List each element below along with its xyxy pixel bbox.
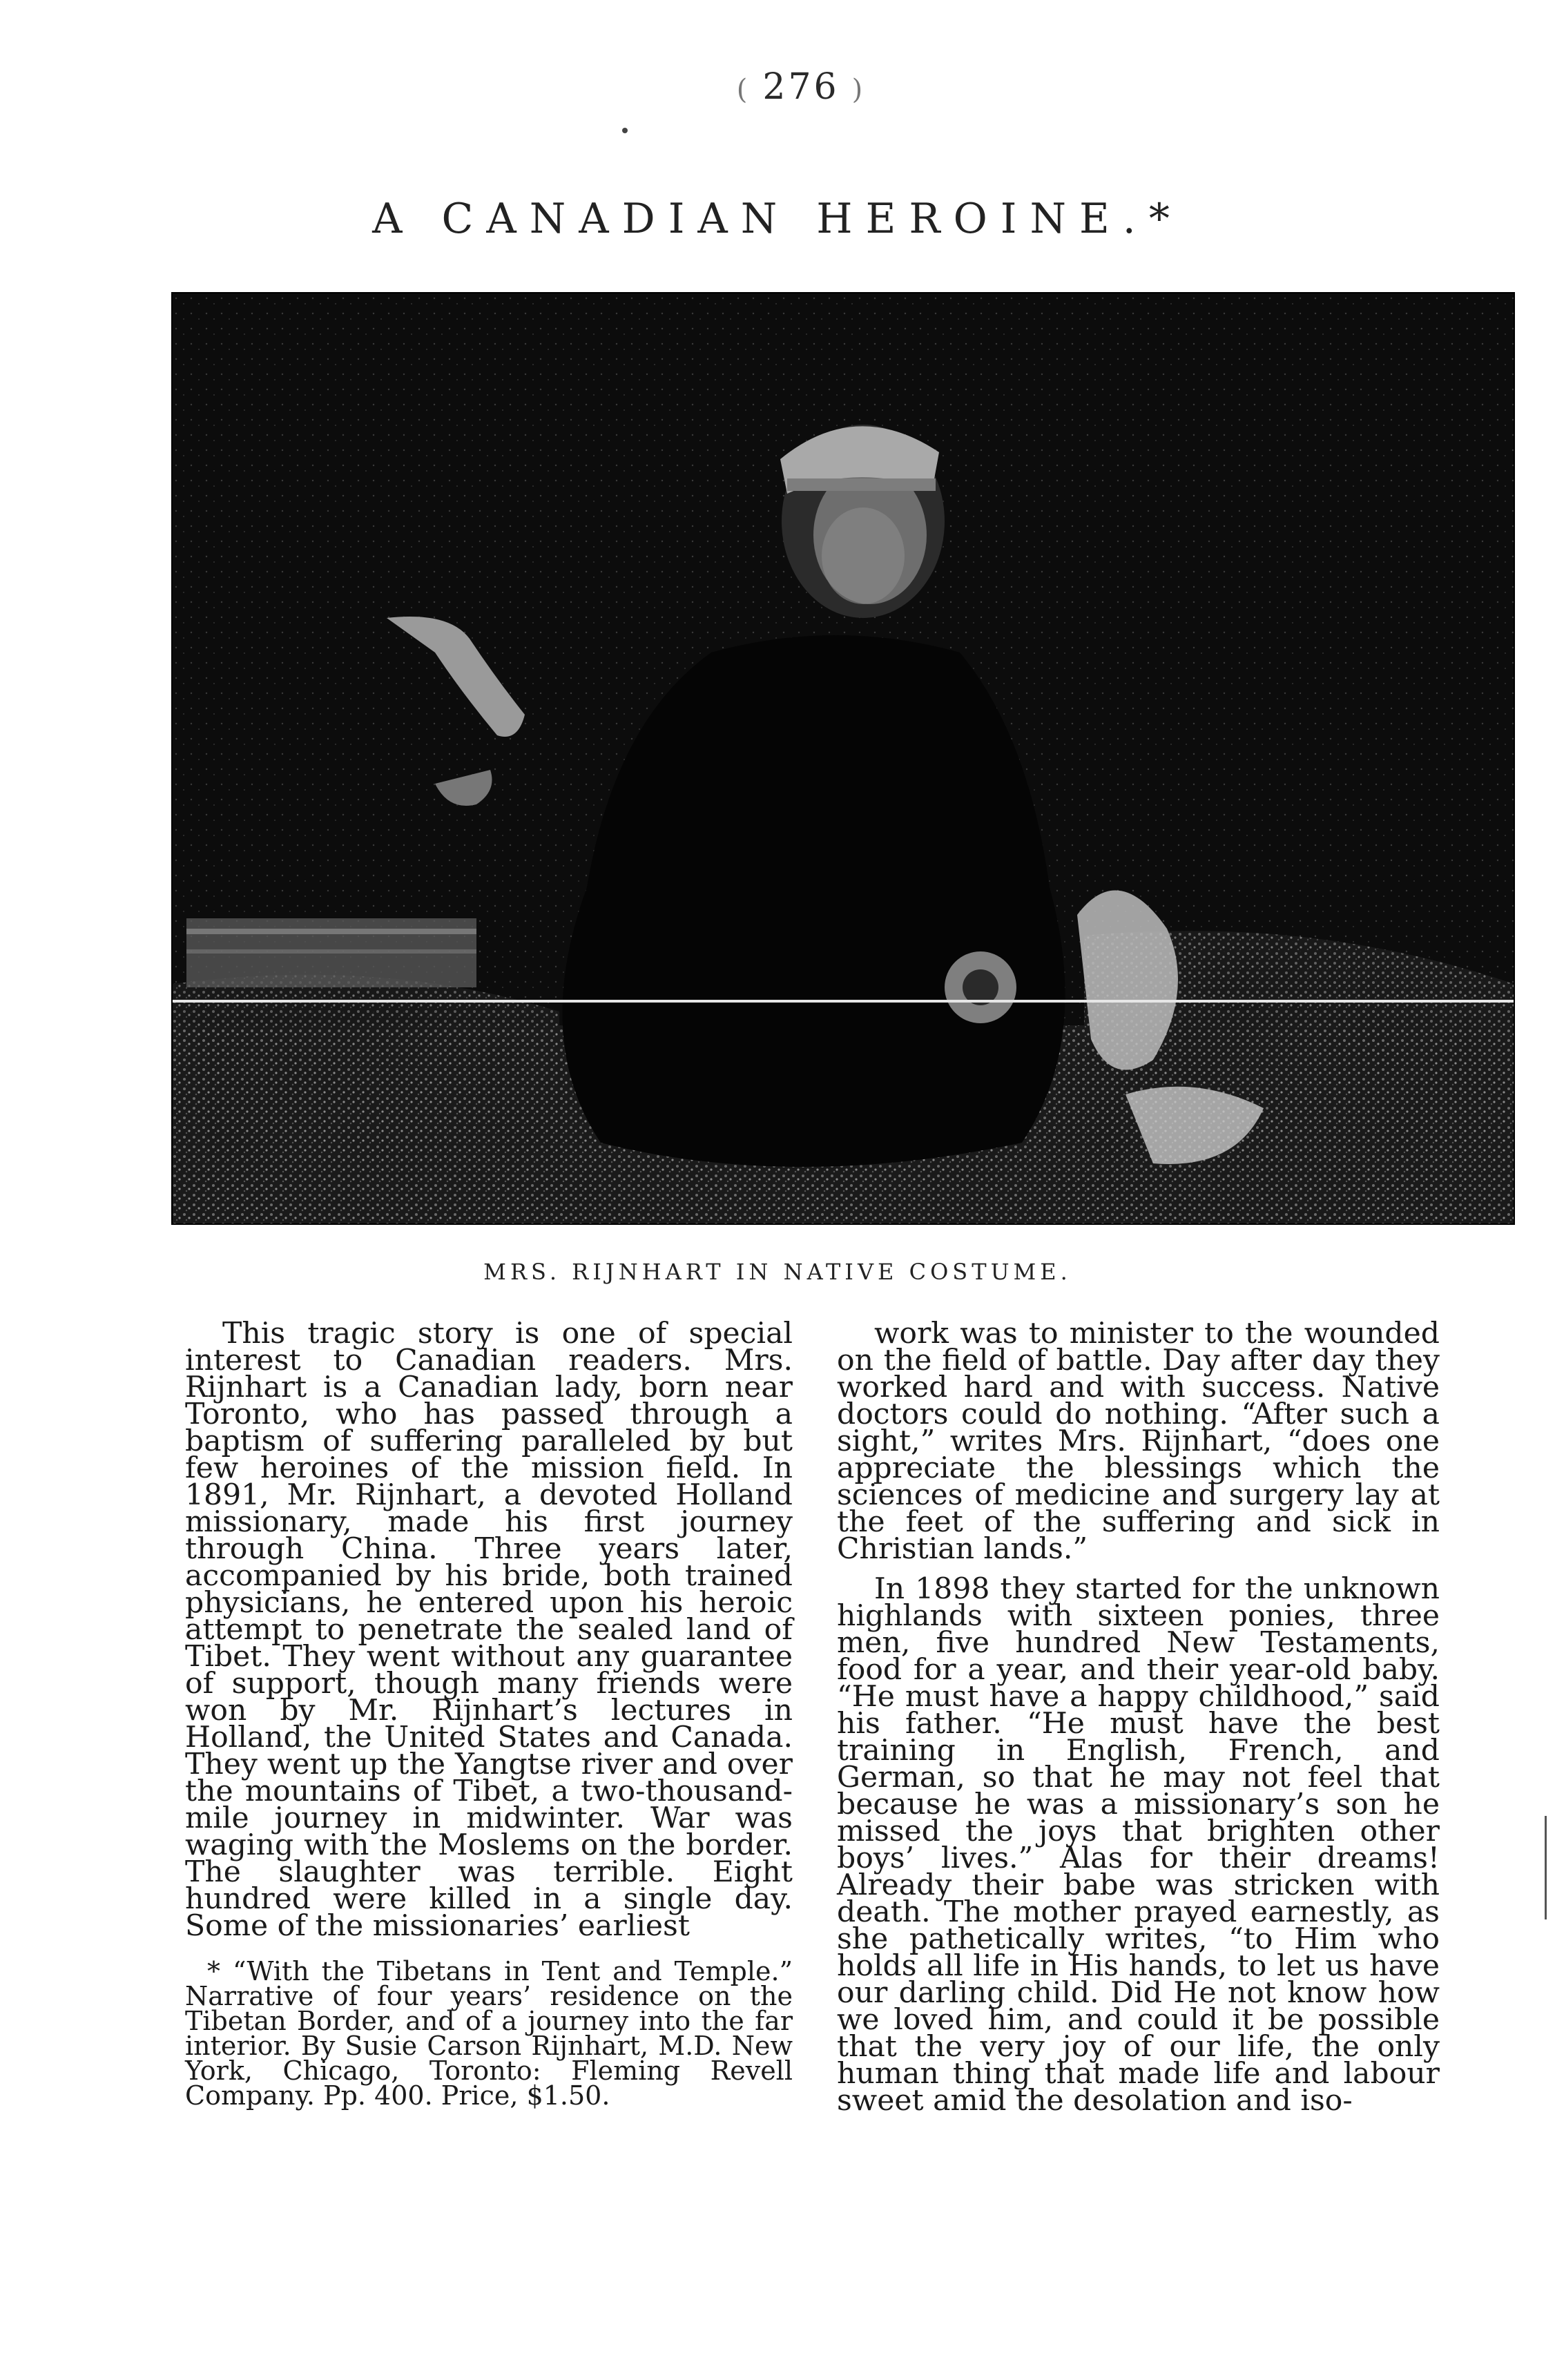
- portrait-photo-drawing: [173, 293, 1514, 1223]
- right-column: [837, 1317, 1440, 2118]
- margin-mark: [1545, 1816, 1547, 1919]
- photo-caption: MRS. RIJNHART IN NATIVE COSTUME.: [483, 1259, 1072, 1285]
- page-number-paren-right: ): [851, 74, 866, 106]
- page-number-paren-left: (: [736, 74, 751, 106]
- page-number-value: 276: [762, 66, 840, 108]
- portrait-photo: [171, 292, 1515, 1225]
- page-number: [697, 66, 905, 108]
- stray-ink-dot: [622, 128, 628, 133]
- right-body-paragraph-2: In 1898 they started for the unknown highlands with sixteen ponies, three men, five hundred New Testaments, food for a year, and their year-old baby. “He must have a happy childhood,” said his father. “He must have the best training in English, French, and German, so that he may not feel that because he was a missionary’s son he missed the joys that brighten other boys’ lives.” Alas for their dreams! Already their babe was stricken with death. The mother prayed earnestly, as she pathetically writes, “to Him who holds all life in His hands, to let us have our darling child. Did He not know how we loved him, and could it be possible that the very joy of our life, the only human thing that made life and labour sweet amid the desolation and iso-: [837, 1572, 1440, 2118]
- left-column: [185, 1317, 793, 2111]
- right-body-paragraph-1: work was to minister to the wounded on the field of battle. Day after day they worked hard and with success. Native doctors could do nothing. “After such a sight,” writes Mrs. Rijnhart, “does one appreciate the blessings which the sciences of medicine and surgery lay at the feet of the suffering and sick in Christian lands.”: [837, 1317, 1440, 1566]
- footnote: * “With the Tibetans in Tent and Temple.” Narrative of four years’ residence on the Tibetan Border, and of a journey into the far interior. By Susie Carson Rijnhart, M.D. New York, Chicago, Toronto: Fleming Revell Company. Pp. 400. Price, $1.50.: [185, 1956, 793, 2111]
- left-body-paragraph: This tragic story is one of special interest to Canadian readers. Mrs. Rijnhart is a Canadian lady, born near Toronto, who has passed through a baptism of suffering paralleled by but few heroines of the mission field. In 1891, Mr. Rijnhart, a devoted Holland missionary, made his first journey through China. Three years later, accompanied by his bride, both trained physicians, he entered upon his heroic attempt to penetrate the sealed land of Tibet. They went without any guarantee of support, though many friends were won by Mr. Rijnhart’s lectures in Holland, the United States and Canada. They went up the Yangtse river and over the mountains of Tibet, a two-thousand-mile journey in midwinter. War was waging with the Moslems on the border. The slaughter was terrible. Eight hundred were killed in a single day. Some of the missionaries’ earliest: [185, 1317, 793, 1943]
- article-title: A CANADIAN HEROINE.*: [372, 195, 1183, 243]
